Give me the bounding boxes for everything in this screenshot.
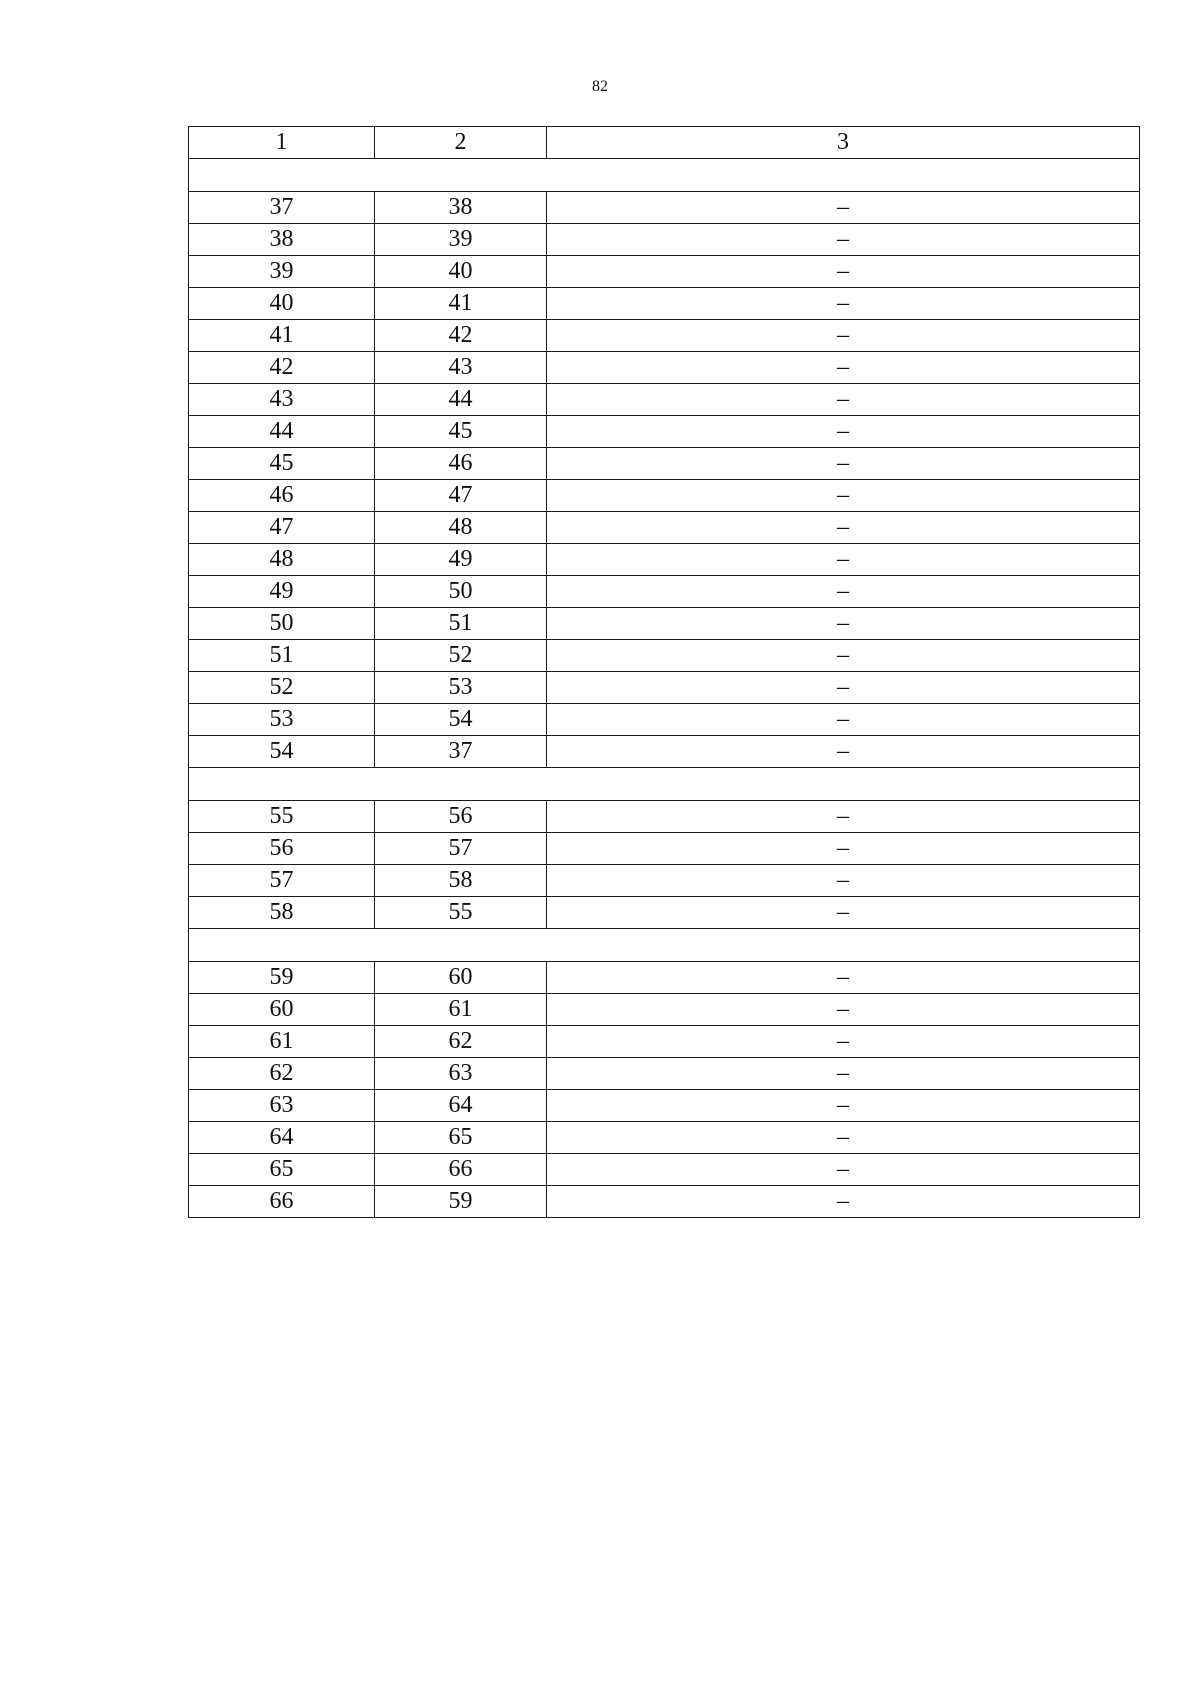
table-cell-col3: – [547, 1154, 1140, 1186]
table-row [189, 704, 1140, 736]
table-row [189, 962, 1140, 994]
table-cell-col3: – [547, 576, 1140, 608]
table-row [189, 1090, 1140, 1122]
table-cell-col2: 44 [375, 384, 547, 416]
table-cell-col1: 40 [189, 288, 375, 320]
table-cell-col1: 45 [189, 448, 375, 480]
table-cell-col1: 38 [189, 224, 375, 256]
table-cell-col3: – [547, 448, 1140, 480]
section-separator-cell [189, 929, 1140, 962]
table-row [189, 736, 1140, 768]
table-row [189, 608, 1140, 640]
page-number: 82 [592, 78, 608, 95]
table-cell-col3: – [547, 962, 1140, 994]
table-cell-col1: 48 [189, 544, 375, 576]
table-row [189, 1186, 1140, 1218]
table-cell-col3: – [547, 994, 1140, 1026]
table-row [189, 320, 1140, 352]
table-row [189, 801, 1140, 833]
section-separator-row [189, 768, 1140, 801]
table-cell-col2: 57 [375, 833, 547, 865]
table-cell-col2: 40 [375, 256, 547, 288]
table-row [189, 1026, 1140, 1058]
table-row [189, 897, 1140, 929]
table-cell-col3: – [547, 1090, 1140, 1122]
table-cell-col1: 39 [189, 256, 375, 288]
table-cell-col3: – [547, 865, 1140, 897]
table-cell-col2: 62 [375, 1026, 547, 1058]
table-cell-col3: – [547, 384, 1140, 416]
table-cell-col3: – [547, 672, 1140, 704]
table-cell-col3: – [547, 640, 1140, 672]
table-cell-col3: – [547, 1026, 1140, 1058]
table-cell-col1: 47 [189, 512, 375, 544]
table-cell-col1: 60 [189, 994, 375, 1026]
table-cell-col2: 61 [375, 994, 547, 1026]
table-cell-col1: 59 [189, 962, 375, 994]
table-row [189, 672, 1140, 704]
table-row [189, 865, 1140, 897]
table-cell-col3: – [547, 320, 1140, 352]
data-table [188, 126, 1140, 1218]
table-row [189, 994, 1140, 1026]
table-cell-col1: 42 [189, 352, 375, 384]
table-cell-col2: 45 [375, 416, 547, 448]
table-cell-col3: – [547, 544, 1140, 576]
column-header-3: 3 [547, 127, 1140, 159]
table-cell-col2: 50 [375, 576, 547, 608]
table-row [189, 1154, 1140, 1186]
table-cell-col3: – [547, 256, 1140, 288]
table-cell-col3: – [547, 416, 1140, 448]
table-cell-col2: 39 [375, 224, 547, 256]
table-cell-col2: 59 [375, 1186, 547, 1218]
table-cell-col1: 58 [189, 897, 375, 929]
table-cell-col2: 38 [375, 192, 547, 224]
table-cell-col2: 58 [375, 865, 547, 897]
table-cell-col1: 62 [189, 1058, 375, 1090]
table-cell-col2: 51 [375, 608, 547, 640]
table-cell-col1: 53 [189, 704, 375, 736]
section-separator-cell [189, 768, 1140, 801]
table-cell-col3: – [547, 480, 1140, 512]
table-cell-col1: 37 [189, 192, 375, 224]
section-separator-row [189, 159, 1140, 192]
table-cell-col3: – [547, 224, 1140, 256]
table-cell-col3: – [547, 736, 1140, 768]
table-cell-col1: 61 [189, 1026, 375, 1058]
table-row [189, 224, 1140, 256]
table-cell-col2: 52 [375, 640, 547, 672]
table-cell-col2: 47 [375, 480, 547, 512]
table-cell-col1: 63 [189, 1090, 375, 1122]
section-separator-row [189, 929, 1140, 962]
table-cell-col1: 54 [189, 736, 375, 768]
table-header-row [189, 127, 1140, 159]
table-cell-col2: 54 [375, 704, 547, 736]
table-cell-col1: 64 [189, 1122, 375, 1154]
table-cell-col3: – [547, 801, 1140, 833]
table-row [189, 512, 1140, 544]
table-cell-col1: 46 [189, 480, 375, 512]
table-cell-col2: 49 [375, 544, 547, 576]
table-cell-col3: – [547, 704, 1140, 736]
table-cell-col2: 60 [375, 962, 547, 994]
table-cell-col2: 43 [375, 352, 547, 384]
table-cell-col3: – [547, 512, 1140, 544]
table-cell-col3: – [547, 352, 1140, 384]
table-row [189, 448, 1140, 480]
table-cell-col3: – [547, 833, 1140, 865]
table-cell-col2: 55 [375, 897, 547, 929]
table-cell-col1: 44 [189, 416, 375, 448]
table-row [189, 416, 1140, 448]
table-cell-col2: 53 [375, 672, 547, 704]
table-cell-col2: 42 [375, 320, 547, 352]
table-body [189, 127, 1140, 1218]
table-row [189, 640, 1140, 672]
table-cell-col2: 66 [375, 1154, 547, 1186]
table-row [189, 192, 1140, 224]
table-row [189, 480, 1140, 512]
table-cell-col2: 37 [375, 736, 547, 768]
table-cell-col1: 52 [189, 672, 375, 704]
table-cell-col1: 49 [189, 576, 375, 608]
table-row [189, 256, 1140, 288]
table-row [189, 352, 1140, 384]
table-row [189, 1122, 1140, 1154]
table-cell-col3: – [547, 288, 1140, 320]
table-cell-col3: – [547, 1122, 1140, 1154]
table-cell-col2: 48 [375, 512, 547, 544]
table-cell-col2: 64 [375, 1090, 547, 1122]
table-cell-col3: – [547, 1058, 1140, 1090]
table-cell-col2: 63 [375, 1058, 547, 1090]
column-header-1: 1 [189, 127, 375, 159]
table-row [189, 833, 1140, 865]
table-cell-col1: 51 [189, 640, 375, 672]
column-header-2: 2 [375, 127, 547, 159]
table-row [189, 576, 1140, 608]
table-row [189, 544, 1140, 576]
table-cell-col3: – [547, 1186, 1140, 1218]
table-cell-col2: 56 [375, 801, 547, 833]
table-cell-col1: 56 [189, 833, 375, 865]
table-cell-col2: 65 [375, 1122, 547, 1154]
table-cell-col3: – [547, 192, 1140, 224]
section-separator-cell [189, 159, 1140, 192]
table-cell-col1: 41 [189, 320, 375, 352]
table-row [189, 288, 1140, 320]
table-cell-col3: – [547, 897, 1140, 929]
table-row [189, 1058, 1140, 1090]
table-cell-col1: 50 [189, 608, 375, 640]
table-row [189, 384, 1140, 416]
table-cell-col2: 46 [375, 448, 547, 480]
table-cell-col1: 65 [189, 1154, 375, 1186]
table-cell-col1: 43 [189, 384, 375, 416]
table-cell-col1: 55 [189, 801, 375, 833]
table-cell-col2: 41 [375, 288, 547, 320]
table-cell-col1: 57 [189, 865, 375, 897]
table-cell-col1: 66 [189, 1186, 375, 1218]
table-cell-col3: – [547, 608, 1140, 640]
